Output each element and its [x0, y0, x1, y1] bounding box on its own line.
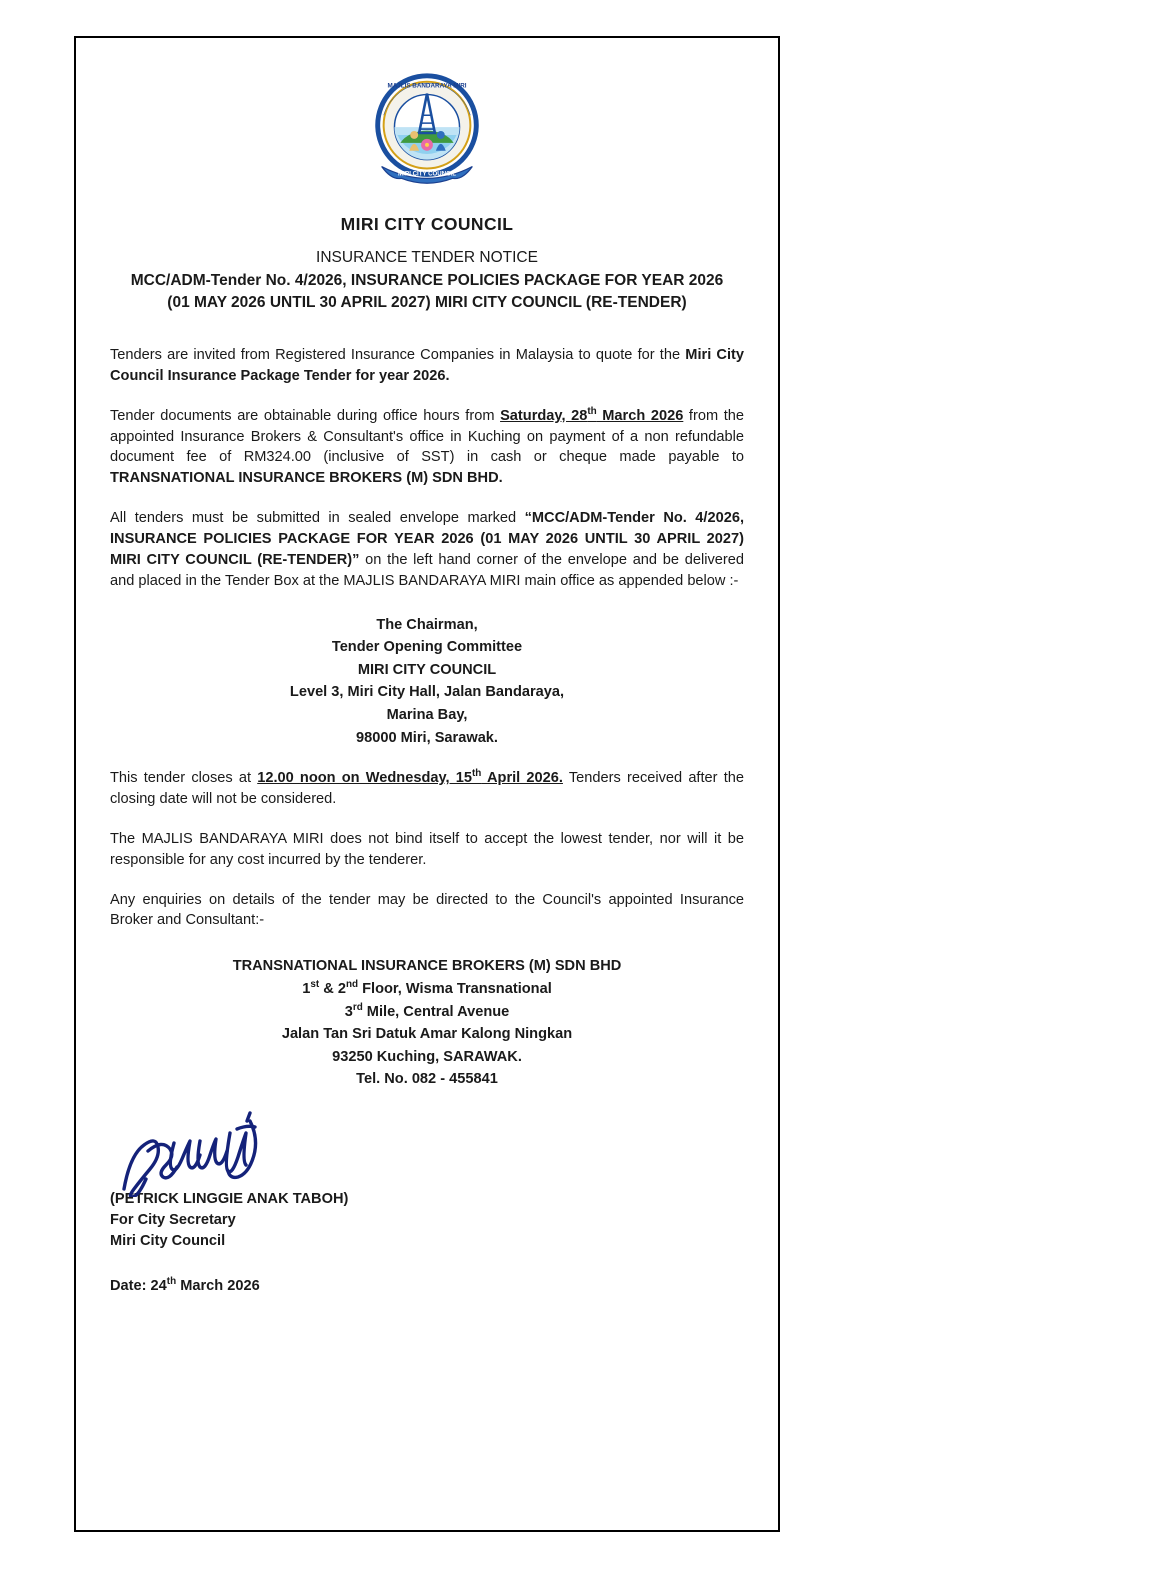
signatory-organisation: Miri City Council — [110, 1233, 226, 1250]
paragraph-closing-time — [110, 768, 744, 810]
paragraph-enquiries: Any enquiries on details of the tender may be directed to the Council's appointed Insurance Broker and Consultant:- — [110, 891, 744, 929]
p2-date — [500, 405, 684, 424]
date-value: March 2026 — [176, 1278, 260, 1295]
crest-container — [110, 38, 744, 208]
broker-floor-sup2: nd — [345, 979, 359, 991]
signoff-block — [110, 1189, 744, 1252]
paragraph-documents — [110, 406, 744, 489]
svg-text:MAJLIS BANDARAYA MIRI: MAJLIS BANDARAYA MIRI — [387, 82, 467, 90]
broker-road: Jalan Tan Sri Datuk Amar Kalong Ningkan — [281, 1026, 573, 1043]
broker-floor-a: 1 — [302, 980, 311, 997]
p4-text-a: This tender closes at — [110, 770, 258, 787]
svg-text:MIRI CITY COUNCIL: MIRI CITY COUNCIL — [398, 170, 456, 178]
broker-floor-sup1: st — [310, 979, 320, 991]
p4-closing-datetime — [257, 770, 563, 786]
broker-floor-b: & 2 — [319, 980, 346, 997]
paragraph-invitation — [110, 345, 744, 387]
p3-text-a: All tenders must be submitted in sealed envelope marked — [110, 510, 525, 527]
p2-text-a: Tender documents are obtainable during office hours from — [110, 407, 501, 424]
address-line: Level 3, Miri City Hall, Jalan Bandaraya, — [289, 684, 565, 701]
broker-postcode: 93250 Kuching, SARAWAK. — [332, 1048, 522, 1065]
address-line: Tender Opening Committee — [331, 639, 523, 656]
p4-text-c: Tenders received after the closing date will not be considered. — [110, 770, 744, 808]
p2-text-b: from the appointed Insurance Brokers & Consultant's office in Kuching on payment of a non refundable document fee of RM324.00 (inclusive of SST) in cash or cheque made payable to — [110, 407, 744, 466]
address-line: The Chairman, — [376, 616, 478, 633]
p2-date-main: Saturday, 28 — [500, 407, 588, 424]
broker-street — [110, 1001, 744, 1024]
broker-floor — [110, 978, 744, 1001]
broker-street-sup: rd — [352, 1001, 363, 1013]
date-sup: th — [166, 1276, 177, 1288]
p4-closing-sup: th — [472, 768, 482, 780]
document-date — [110, 1278, 744, 1324]
p2-date-sup: th — [587, 405, 597, 417]
p4-closing-end: April 2026. — [481, 770, 563, 787]
p4-closing-main: 12.00 noon on Wednesday, 15 — [257, 770, 472, 787]
address-line: 98000 Miri, Sarawak. — [356, 729, 498, 746]
broker-address — [110, 955, 744, 1091]
notice-title: MCC/ADM-Tender No. 4/2026, INSURANCE POLICIES PACKAGE FOR YEAR 2026 (01 MAY 2026 UNTIL 30 APRIL 2027) MIRI CITY COUNCIL (RE-TENDER) — [130, 272, 724, 312]
handwritten-signature-icon — [104, 1107, 354, 1197]
tender-box-address — [110, 614, 744, 750]
address-line: MIRI CITY COUNCIL — [357, 661, 497, 678]
broker-floor-c: Floor, Wisma Transnational — [358, 980, 552, 997]
p2-text-c: TRANSNATIONAL INSURANCE BROKERS (M) SDN BHD — [110, 470, 499, 487]
p2-date-end: March 2026 — [596, 407, 684, 424]
broker-name: TRANSNATIONAL INSURANCE BROKERS (M) SDN BHD — [232, 958, 622, 975]
p2-text-d: . — [498, 470, 503, 487]
signature-area — [110, 1101, 744, 1197]
tender-notice-page — [74, 36, 780, 1532]
signatory-name: (PETRICK LINGGIE ANAK TABOH) — [110, 1191, 349, 1207]
p1-text-a: Tenders are invited from Registered Insurance Companies in Malaysia to quote for the — [110, 346, 686, 363]
p3-text-c: on the left hand corner of the envelope and be delivered and placed in the Tender Box at the MAJLIS BANDARAYA MIRI main office as appended below :- — [110, 551, 744, 589]
paragraph-disclaimer: The MAJLIS BANDARAYA MIRI does not bind itself to accept the lowest tender, nor will it be responsible for any cost incurred by the tenderer. — [110, 830, 744, 868]
address-line: Marina Bay, — [386, 706, 468, 723]
date-label: Date: 24 — [110, 1278, 167, 1295]
broker-street-a: 3 — [344, 1003, 353, 1020]
paragraph-submission — [110, 508, 744, 591]
miri-city-council-crest-icon — [358, 64, 496, 202]
notice-type: INSURANCE TENDER NOTICE — [316, 249, 538, 266]
broker-street-b: Mile, Central Avenue — [362, 1003, 510, 1020]
council-title: MIRI CITY COUNCIL — [340, 214, 514, 234]
p3-text-b: “MCC/ADM-Tender No. 4/2026, INSURANCE POLICIES PACKAGE FOR YEAR 2026 (01 MAY 2026 UNTIL 30 APRIL 2027) MIRI CITY COUNCIL (RE-TENDER)” — [110, 510, 745, 568]
signatory-position: For City Secretary — [110, 1212, 236, 1229]
p1-text-b: Miri City Council Insurance Package Tender for year 2026. — [110, 346, 745, 384]
broker-telephone: Tel. No. 082 - 455841 — [356, 1071, 498, 1088]
